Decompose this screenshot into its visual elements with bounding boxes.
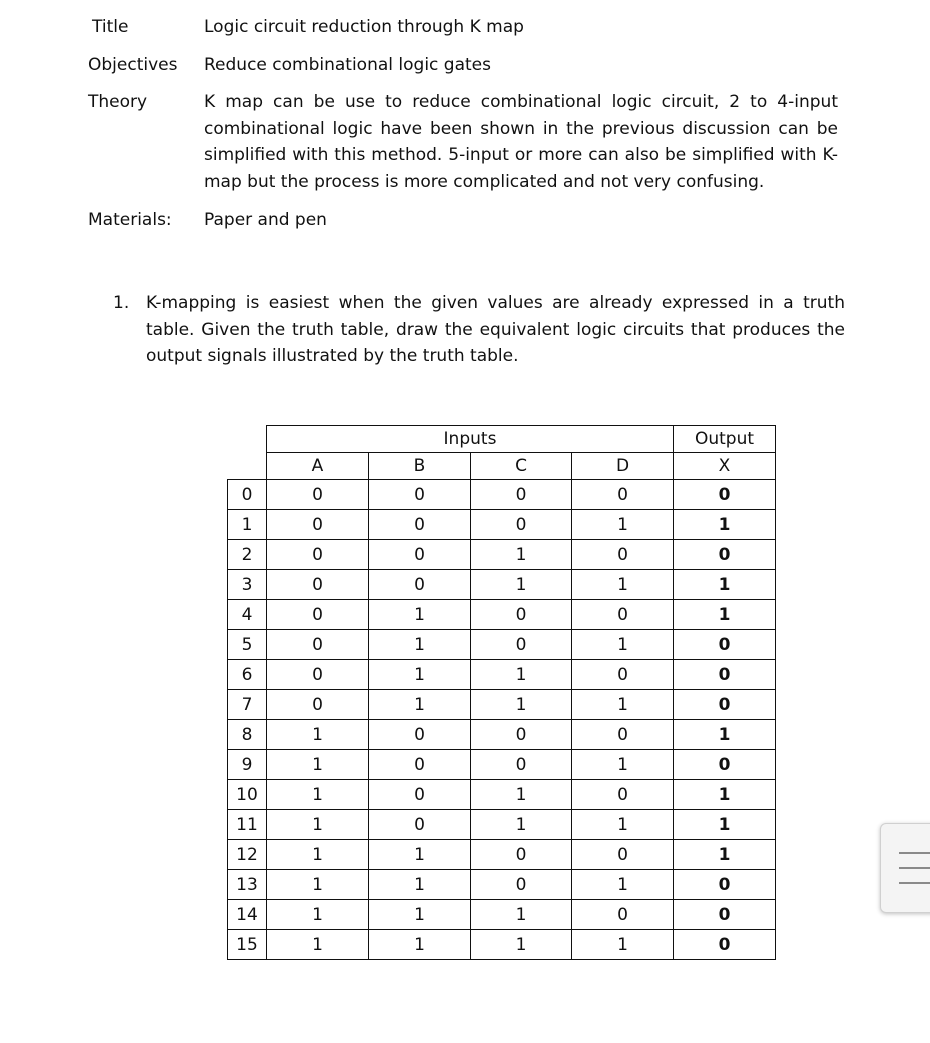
objectives-row xyxy=(88,52,838,79)
cell-a: 1 xyxy=(267,900,369,930)
header-row-columns xyxy=(228,453,776,480)
cell-c: 0 xyxy=(471,720,572,750)
cell-d: 0 xyxy=(572,780,674,810)
title-value: Logic circuit reduction through K map xyxy=(204,17,524,37)
cell-x: 1 xyxy=(674,840,776,870)
cell-d: 1 xyxy=(572,810,674,840)
cell-a: 1 xyxy=(267,840,369,870)
row-index: 10 xyxy=(228,780,267,810)
cell-a: 0 xyxy=(267,630,369,660)
materials-row xyxy=(88,207,838,234)
cell-d: 1 xyxy=(572,570,674,600)
objectives-value: Reduce combinational logic gates xyxy=(204,54,491,75)
row-index: 7 xyxy=(228,690,267,720)
row-index: 14 xyxy=(228,900,267,930)
cell-c: 0 xyxy=(471,630,572,660)
cell-b: 1 xyxy=(369,660,471,690)
row-index: 8 xyxy=(228,720,267,750)
row-index: 5 xyxy=(228,630,267,660)
cell-c: 1 xyxy=(471,540,572,570)
cell-d: 0 xyxy=(572,840,674,870)
table-row xyxy=(228,930,776,960)
cell-b: 0 xyxy=(369,540,471,570)
cell-d: 1 xyxy=(572,690,674,720)
cell-c: 0 xyxy=(471,600,572,630)
cell-x: 1 xyxy=(674,510,776,540)
row-index: 9 xyxy=(228,750,267,780)
cell-c: 1 xyxy=(471,810,572,840)
cell-a: 0 xyxy=(267,690,369,720)
table-row xyxy=(228,900,776,930)
cell-x: 0 xyxy=(674,750,776,780)
table-row xyxy=(228,750,776,780)
cell-x: 1 xyxy=(674,780,776,810)
cell-a: 0 xyxy=(267,660,369,690)
cell-b: 0 xyxy=(369,570,471,600)
row-index: 6 xyxy=(228,660,267,690)
cell-x: 1 xyxy=(674,810,776,840)
cell-x: 0 xyxy=(674,630,776,660)
cell-b: 0 xyxy=(369,510,471,540)
cell-c: 1 xyxy=(471,930,572,960)
cell-b: 0 xyxy=(369,480,471,510)
cell-x: 0 xyxy=(674,690,776,720)
table-row xyxy=(228,480,776,510)
cell-d: 1 xyxy=(572,510,674,540)
cell-b: 1 xyxy=(369,600,471,630)
question-1 xyxy=(113,290,845,370)
cell-a: 0 xyxy=(267,570,369,600)
column-header-a: A xyxy=(267,453,369,480)
table-row xyxy=(228,630,776,660)
table-row xyxy=(228,840,776,870)
cell-c: 0 xyxy=(471,870,572,900)
cell-c: 1 xyxy=(471,570,572,600)
cell-b: 1 xyxy=(369,840,471,870)
cell-a: 0 xyxy=(267,540,369,570)
table-row xyxy=(228,600,776,630)
cell-b: 1 xyxy=(369,630,471,660)
question-text: K-mapping is easiest when the given values are already expressed in a truth table. Given the truth table, draw the equivalent logic circuits that produces the output signals illustrated by the truth table. xyxy=(146,293,845,367)
header-corner-2 xyxy=(228,453,267,480)
cell-x: 0 xyxy=(674,480,776,510)
theory-label: Theory xyxy=(88,92,148,113)
theory-row xyxy=(88,89,838,195)
cell-a: 1 xyxy=(267,870,369,900)
cell-d: 1 xyxy=(572,930,674,960)
document-metadata xyxy=(88,14,838,244)
cell-d: 0 xyxy=(572,900,674,930)
materials-label: Materials: xyxy=(88,209,172,230)
cell-b: 1 xyxy=(369,690,471,720)
row-index: 13 xyxy=(228,870,267,900)
cell-c: 1 xyxy=(471,780,572,810)
cell-a: 1 xyxy=(267,750,369,780)
cell-x: 1 xyxy=(674,600,776,630)
question-number: 1. xyxy=(113,293,130,313)
cell-b: 1 xyxy=(369,870,471,900)
cell-x: 1 xyxy=(674,570,776,600)
cell-d: 0 xyxy=(572,540,674,570)
column-header-x: X xyxy=(674,453,776,480)
row-index: 4 xyxy=(228,600,267,630)
table-row xyxy=(228,570,776,600)
cell-x: 1 xyxy=(674,720,776,750)
title-label: Title xyxy=(92,17,129,37)
cell-b: 0 xyxy=(369,780,471,810)
column-header-d: D xyxy=(572,453,674,480)
table-row xyxy=(228,540,776,570)
cell-x: 0 xyxy=(674,870,776,900)
cell-a: 0 xyxy=(267,510,369,540)
theory-value: K map can be use to reduce combinational logic circuit, 2 to 4-input combinational logic have been shown in the previous discussion can be simplified with this method. 5-input or more can also be simplified with K-map but the process is more complicated and not very confusing. xyxy=(204,92,838,192)
row-index: 12 xyxy=(228,840,267,870)
table-row xyxy=(228,720,776,750)
cell-c: 0 xyxy=(471,750,572,780)
cell-c: 1 xyxy=(471,900,572,930)
side-panel-handle[interactable] xyxy=(880,823,930,913)
cell-x: 0 xyxy=(674,660,776,690)
cell-d: 0 xyxy=(572,600,674,630)
row-index: 1 xyxy=(228,510,267,540)
cell-a: 1 xyxy=(267,930,369,960)
table-row xyxy=(228,660,776,690)
header-row-groups xyxy=(228,426,776,453)
cell-c: 0 xyxy=(471,510,572,540)
cell-b: 1 xyxy=(369,930,471,960)
cell-d: 1 xyxy=(572,630,674,660)
row-index: 11 xyxy=(228,810,267,840)
table-row xyxy=(228,870,776,900)
row-index: 2 xyxy=(228,540,267,570)
cell-x: 0 xyxy=(674,900,776,930)
cell-d: 0 xyxy=(572,480,674,510)
materials-value: Paper and pen xyxy=(204,209,327,230)
table-row xyxy=(228,810,776,840)
cell-b: 1 xyxy=(369,900,471,930)
cell-d: 1 xyxy=(572,750,674,780)
cell-x: 0 xyxy=(674,930,776,960)
cell-c: 0 xyxy=(471,840,572,870)
inputs-header: Inputs xyxy=(267,426,674,453)
cell-d: 1 xyxy=(572,870,674,900)
column-header-b: B xyxy=(369,453,471,480)
column-header-c: C xyxy=(471,453,572,480)
cell-a: 1 xyxy=(267,780,369,810)
cell-b: 0 xyxy=(369,720,471,750)
output-header: Output xyxy=(674,426,776,453)
title-row xyxy=(88,14,838,41)
cell-a: 0 xyxy=(267,480,369,510)
row-index: 15 xyxy=(228,930,267,960)
cell-x: 0 xyxy=(674,540,776,570)
cell-a: 1 xyxy=(267,720,369,750)
row-index: 3 xyxy=(228,570,267,600)
cell-c: 1 xyxy=(471,690,572,720)
table-row xyxy=(228,690,776,720)
cell-d: 0 xyxy=(572,660,674,690)
truth-table xyxy=(227,425,776,960)
table-row xyxy=(228,780,776,810)
cell-a: 1 xyxy=(267,810,369,840)
header-corner xyxy=(228,426,267,453)
cell-a: 0 xyxy=(267,600,369,630)
cell-b: 0 xyxy=(369,750,471,780)
row-index: 0 xyxy=(228,480,267,510)
cell-c: 0 xyxy=(471,480,572,510)
table-row xyxy=(228,510,776,540)
cell-b: 0 xyxy=(369,810,471,840)
objectives-label: Objectives xyxy=(88,54,178,75)
cell-d: 0 xyxy=(572,720,674,750)
cell-c: 1 xyxy=(471,660,572,690)
